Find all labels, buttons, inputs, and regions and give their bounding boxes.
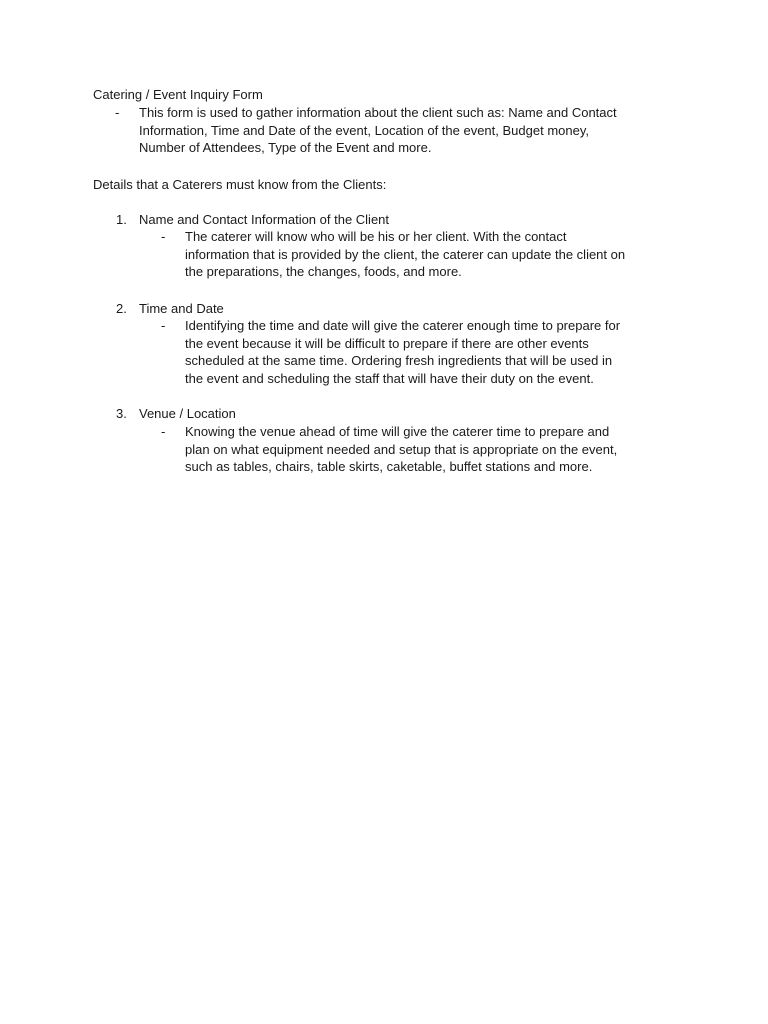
item-description-line: The caterer will know who will be his or her client. With the contact xyxy=(185,229,567,244)
item-description xyxy=(185,228,685,281)
item-bullet: - xyxy=(161,318,166,333)
document-title: Catering / Event Inquiry Form xyxy=(93,87,263,102)
item-bullet: - xyxy=(161,424,166,439)
item-description-line: Identifying the time and date will give the caterer enough time to prepare for xyxy=(185,318,621,333)
intro-line: Number of Attendees, Type of the Event and more. xyxy=(139,140,432,156)
item-description-line: the event because it will be difficult to prepare if there are other events xyxy=(185,335,589,351)
item-description-line: the preparations, the changes, foods, and more. xyxy=(185,264,462,280)
item-number: 1. xyxy=(116,212,127,227)
intro-line: This form is used to gather information about the client such as: Name and Contact xyxy=(139,105,617,120)
item-description-line: plan on what equipment needed and setup that is appropriate on the event, xyxy=(185,441,618,457)
item-title: Venue / Location xyxy=(139,406,236,421)
item-title: Time and Date xyxy=(139,301,224,316)
item-description-line: information that is provided by the client, the caterer can update the client on xyxy=(185,246,626,262)
item-description xyxy=(185,423,685,476)
item-description xyxy=(185,317,685,387)
item-description-line: the event and scheduling the staff that will have their duty on the event. xyxy=(185,370,594,386)
intro-line: Information, Time and Date of the event, Location of the event, Budget money, xyxy=(139,122,589,138)
intro-bullet: - xyxy=(115,105,120,120)
item-description-line: such as tables, chairs, table skirts, caketable, buffet stations and more. xyxy=(185,459,593,475)
intro-paragraph xyxy=(139,104,679,157)
details-heading: Details that a Caterers must know from the Clients: xyxy=(93,177,387,192)
item-title: Name and Contact Information of the Client xyxy=(139,212,390,227)
item-bullet: - xyxy=(161,229,166,244)
item-number: 3. xyxy=(116,406,127,421)
item-description-line: Knowing the venue ahead of time will give the caterer time to prepare and xyxy=(185,424,610,439)
item-description-line: scheduled at the same time. Ordering fresh ingredients that will be used in xyxy=(185,353,613,369)
item-number: 2. xyxy=(116,301,127,316)
